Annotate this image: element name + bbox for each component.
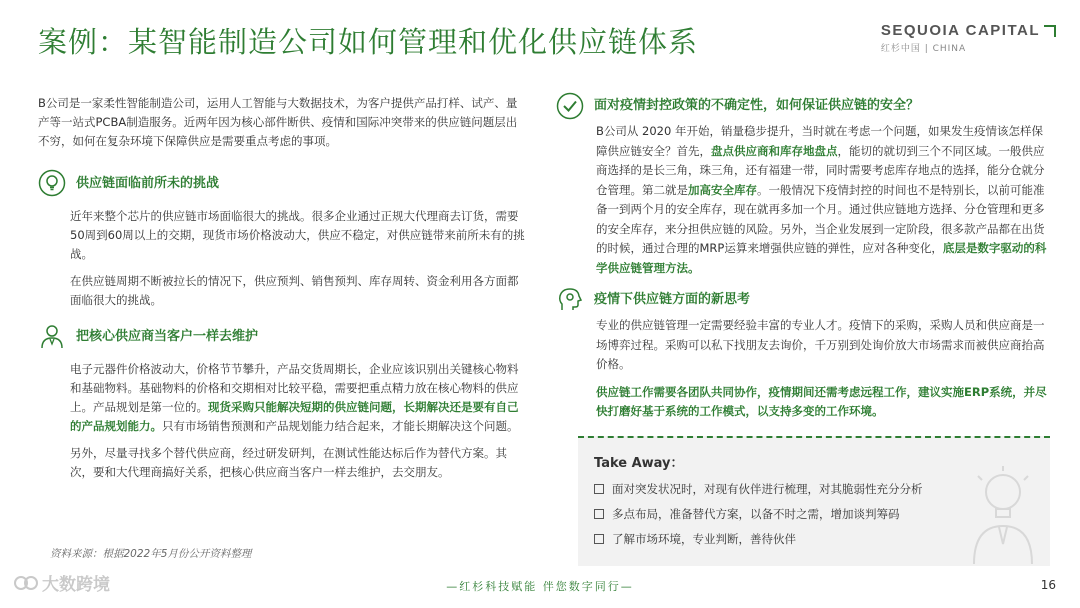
section-thinking-body bbox=[556, 316, 1051, 375]
brand-name-text: SEQUOIA CAPITAL bbox=[880, 22, 1040, 39]
person-icon bbox=[38, 322, 66, 350]
supplier-text-a: 电子元器件价格波动大，价格节节攀升，产品交货周期长，企业应该识别出关键核心物料和基础物料。基础物料的价格和交期相对比较平稳，需要把重点精力放在核心物料的供应上。产品规划是第一位的。 bbox=[70, 362, 519, 414]
takeaway-panel bbox=[578, 436, 1050, 566]
right-column bbox=[556, 90, 1051, 422]
section-security-title: 面对疫情封控政策的不确定性，如何保证供应链的安全？ bbox=[594, 98, 920, 114]
security-highlight-3: 底层是数字驱动的科学供应链管理方法。 bbox=[596, 241, 1047, 275]
watermark-text: 大数跨境 bbox=[42, 575, 110, 595]
section-supplier-header bbox=[38, 318, 528, 354]
takeaway-item-text: 了解市场环境，专业判断，善待伙伴 bbox=[612, 532, 796, 546]
left-column bbox=[38, 94, 528, 490]
page-title: 案例：某智能制造公司如何管理和优化供应链体系 bbox=[38, 25, 699, 59]
intro-paragraph: B公司是一家柔性智能制造公司，运用人工智能与大数据技术，为客户提供产品打样、试产、量产等一站式PCBA制造服务。近两年因为核心部件断供、疫情和国际冲突带来的供应链问题层出不穷，如何在复杂环境下保障供应是需要重点考虑的事项。 bbox=[38, 96, 518, 148]
section-supplier-body bbox=[38, 360, 528, 482]
section-thinking-header bbox=[556, 284, 1051, 316]
security-paragraph bbox=[596, 122, 1051, 278]
section-security-body bbox=[556, 122, 1051, 278]
checkbox-square-icon bbox=[594, 509, 604, 519]
supplier-text-b: 只有市场销售预测和产品规划能力结合起来，才能长期解决这个问题。 bbox=[162, 419, 519, 433]
security-text-a: B公司从 2020 年开始，销量稳步提升，当时就在考虑一个问题，如果发生疫情该怎样保障供应链安全？首先， bbox=[596, 124, 1043, 158]
brand-sub: 红杉中国 | CHINA bbox=[880, 44, 967, 54]
security-text-b: ，能切的就切到三个不同区域。一般供应商选择的是长三角，珠三角，还有福建一带，同时需要考虑库存地点的选择，能分仓就分仓管理。第二就是 bbox=[596, 143, 1045, 197]
challenge-paragraph-2: 在供应链周期不断被拉长的情况下，供应预判、销售预判、库存周转、资金利用各方面都面临很大的挑战。 bbox=[70, 274, 519, 307]
supplier-highlight: 现货采购只能解决短期的供应链问题，长期解决还是要有自己的产品规划能力。 bbox=[70, 400, 519, 433]
checkbox-square-icon bbox=[594, 484, 604, 494]
lightbulb-person-icon bbox=[968, 464, 1038, 564]
challenge-paragraph-1: 近年来整个芯片的供应链市场面临很大的挑战。很多企业通过正规大代理商去订货，需要50周到60周以上的交期，现货市场价格波动大，供应不稳定，对供应链带来前所未有的挑战。 bbox=[70, 209, 525, 261]
takeaway-item-text: 多点布局，准备替代方案，以备不时之需，增加谈判筹码 bbox=[612, 507, 900, 521]
page-number: 16 bbox=[1040, 578, 1056, 592]
sequoia-logo-icon bbox=[1044, 25, 1056, 37]
thinking-highlight-paragraph: 供应链工作需要各团队共同协作，疫情期间还需考虑远程工作，建议实施ERP系统，并尽快打磨好基于系统的工作模式，以支持多变的工作环境。 bbox=[596, 384, 1047, 418]
security-text-c: 。一般情况下疫情封控的时间也不是特别长，以前可能准备一到两个月的安全库存，现在就再多加一个月。通过供应链地方选择、分仓管理和更多的安全库存，来分担供应链的风险。另外，当企业发展到一定阶段，很多款产品都在出货的时候，通过合理的MRP运算来增强供应链的弹性，应对各种变化， bbox=[596, 182, 1045, 255]
thinking-paragraph: 专业的供应链管理一定需要经验丰富的专业人才。疫情下的采购，采购人员和供应商是一场博弈过程。采购可以私下找朋友去询价，千万别到处询价放大市场需求而被供应商抬高价格。 bbox=[596, 318, 1045, 371]
gear-head-icon bbox=[556, 286, 584, 314]
section-security-header bbox=[556, 90, 1051, 122]
security-highlight-2: 加高安全库存 bbox=[688, 182, 757, 197]
section-challenge-header bbox=[38, 165, 528, 201]
checkmark-circle-icon bbox=[556, 92, 584, 120]
section-challenge-body bbox=[38, 207, 528, 310]
security-highlight-1: 盘点供应商和库存地盘点 bbox=[711, 143, 838, 158]
checkbox-square-icon bbox=[594, 534, 604, 544]
section-challenge-title: 供应链面临前所未的挑战 bbox=[76, 175, 220, 191]
brand-name bbox=[881, 22, 1056, 39]
source-note: 资料来源：根据2022年5月份公开资料整理 bbox=[50, 548, 252, 560]
section-thinking-title: 疫情下供应链方面的新思考 bbox=[594, 292, 751, 308]
takeaway-title: Take Away： bbox=[594, 456, 684, 471]
brand-logo-block bbox=[881, 22, 1056, 54]
footer-slogan: —红杉科技赋能 伴您数字同行— bbox=[446, 580, 634, 593]
lightbulb-icon bbox=[38, 169, 66, 197]
supplier-paragraph-1 bbox=[70, 360, 528, 436]
section-supplier-title: 把核心供应商当客户一样去维护 bbox=[76, 328, 259, 344]
supplier-paragraph-2: 另外，尽量寻找多个替代供应商，经过研发研判，在测试性能达标后作为替代方案。其次，要和大代理商搞好关系，把核心供应商当客户一样去维护，去交朋友。 bbox=[70, 446, 507, 479]
takeaway-item-text: 面对突发状况时，对现有伙伴进行梳理，对其脆弱性充分分析 bbox=[612, 482, 923, 496]
